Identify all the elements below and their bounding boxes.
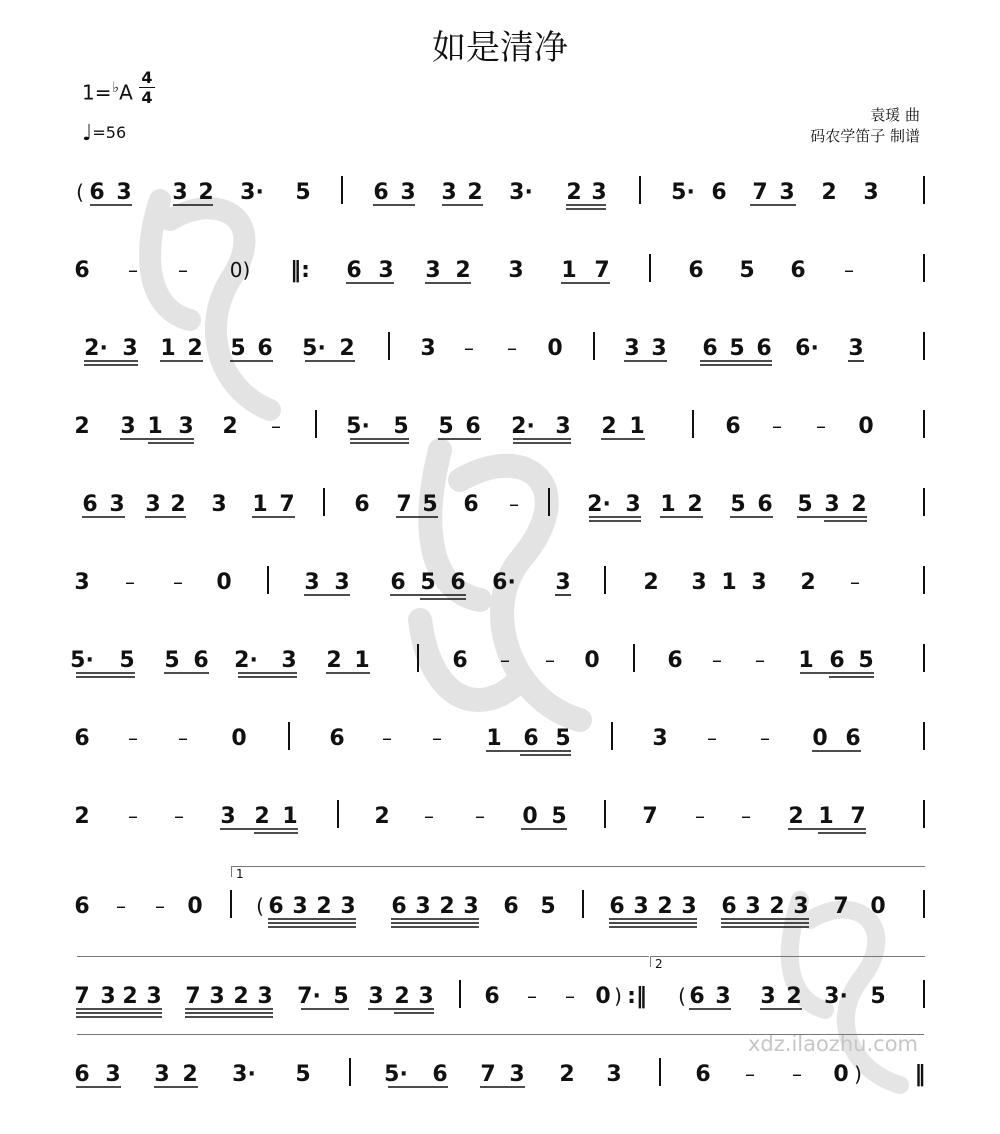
note: 5 [797, 492, 813, 517]
note: 3 [420, 336, 436, 361]
note: 2 [254, 804, 270, 829]
note: 6 [609, 894, 625, 919]
key-prefix: 1= [82, 80, 112, 105]
note: 2 [374, 804, 390, 829]
note: 7 [833, 894, 849, 919]
note: 7 [185, 984, 201, 1009]
time-signature-top: 4 [141, 68, 153, 87]
note: 6 [346, 258, 362, 283]
note: 5· [302, 336, 326, 361]
note: 3 [172, 180, 188, 205]
note: 3 [74, 570, 90, 595]
note: 5 [739, 258, 755, 283]
dash-sustain: – [816, 414, 826, 438]
note: 3 [304, 570, 320, 595]
note: 3· [824, 984, 848, 1009]
note: 3 [652, 726, 668, 751]
note: 0 [595, 984, 611, 1009]
note: 3 [281, 648, 297, 673]
note: 7· [297, 984, 321, 1009]
dash-sustain: – [116, 894, 126, 918]
note: 0 [216, 570, 232, 595]
note: 1 [721, 570, 737, 595]
note: 6 [465, 414, 481, 439]
note: 3 [209, 984, 225, 1009]
note: 3 [122, 336, 138, 361]
note: 2 [394, 984, 410, 1009]
note: 2· [84, 336, 108, 361]
page-title: 如是清净 [432, 28, 568, 68]
note: 3 [824, 492, 840, 517]
note: 2 [821, 180, 837, 205]
note: 3 [334, 570, 350, 595]
note: 1 [818, 804, 834, 829]
dash-sustain: – [432, 726, 442, 750]
note: 6 [257, 336, 273, 361]
note: 3 [555, 414, 571, 439]
note: 3 [848, 336, 864, 361]
note: 2 [455, 258, 471, 283]
flat-symbol: ♭ [112, 80, 120, 96]
note: 2 [74, 804, 90, 829]
note: 3 [625, 492, 641, 517]
note: 1 [147, 414, 163, 439]
tempo-value: =56 [92, 123, 127, 142]
note: 3 [624, 336, 640, 361]
note: 3 [109, 492, 125, 517]
note: 3 [178, 414, 194, 439]
note: 3 [100, 984, 116, 1009]
dash-sustain: – [500, 648, 510, 672]
dash-sustain: – [527, 984, 537, 1008]
note: 5· [384, 1062, 408, 1087]
note: 6 [689, 984, 705, 1009]
dash-sustain: – [128, 804, 138, 828]
note: 5 [730, 492, 746, 517]
note: 6· [795, 336, 819, 361]
dash-sustain: – [545, 648, 555, 672]
note: 2 [687, 492, 703, 517]
note: 3 [418, 984, 434, 1009]
dash-sustain: – [464, 336, 474, 360]
note: 2 [187, 336, 203, 361]
note: 2 [198, 180, 214, 205]
note: 3 [760, 984, 776, 1009]
note: 5 [295, 1062, 311, 1087]
note: 3 [154, 1062, 170, 1087]
note: 6 [523, 726, 539, 751]
note: 1 [486, 726, 502, 751]
note: 2 [559, 1062, 575, 1087]
dash-sustain: – [760, 726, 770, 750]
note: 3 [606, 1062, 622, 1087]
note: 2 [788, 804, 804, 829]
note: 3· [232, 1062, 256, 1087]
note: :‖ [627, 984, 647, 1009]
note: 0 [522, 804, 538, 829]
note: 6 [390, 570, 406, 595]
note: 5 [420, 570, 436, 595]
note: 1 [252, 492, 268, 517]
note: 3 [633, 894, 649, 919]
note: 2 [800, 570, 816, 595]
dash-sustain: – [507, 336, 517, 360]
quarter-note-icon: ♩ [82, 121, 93, 146]
note: 6 [74, 1062, 90, 1087]
note: 6 [503, 894, 519, 919]
note: 3 [145, 492, 161, 517]
note: 3 [509, 1062, 525, 1087]
note: 6· [492, 570, 516, 595]
note: 3· [509, 180, 533, 205]
note: 3 [415, 894, 431, 919]
note: 3 [745, 894, 761, 919]
note: 7 [480, 1062, 496, 1087]
note: 3 [508, 258, 524, 283]
note: 0 [547, 336, 563, 361]
dash-sustain: – [271, 414, 281, 438]
note: 3 [555, 570, 571, 595]
note: 0 [812, 726, 828, 751]
note: 3· [240, 180, 264, 205]
note: 6 [74, 258, 90, 283]
note: 6 [193, 648, 209, 673]
note: 3 [292, 894, 308, 919]
note: 6 [329, 726, 345, 751]
note: 3 [681, 894, 697, 919]
note: 5· [70, 648, 94, 673]
note: 2 [643, 570, 659, 595]
note: 3 [340, 894, 356, 919]
watermark-site: xdz.ilaozhu.com [748, 1032, 919, 1056]
note: ( [76, 180, 84, 204]
dash-sustain: – [850, 570, 860, 594]
note: 3 [120, 414, 136, 439]
dash-sustain: – [772, 414, 782, 438]
note: 7 [396, 492, 412, 517]
dash-sustain: – [155, 894, 165, 918]
note: 6 [74, 894, 90, 919]
note: 0 [833, 1062, 849, 1087]
note: 6 [757, 492, 773, 517]
volta-number: 2 [655, 957, 663, 971]
dash-sustain: – [382, 726, 392, 750]
dash-sustain: – [475, 804, 485, 828]
dash-sustain: – [173, 570, 183, 594]
dash-sustain: – [741, 804, 751, 828]
note: 2 [74, 414, 90, 439]
note: 6 [721, 894, 737, 919]
note: 5 [119, 648, 135, 673]
note: ( [678, 984, 686, 1008]
note: 3 [400, 180, 416, 205]
note: 6 [756, 336, 772, 361]
note: 6 [725, 414, 741, 439]
note: 3 [378, 258, 394, 283]
note: 0 [231, 726, 247, 751]
note: 2 [326, 648, 342, 673]
dash-sustain: – [565, 984, 575, 1008]
note: 3 [863, 180, 879, 205]
note: 6 [463, 492, 479, 517]
note: 5 [422, 492, 438, 517]
note: 0) [229, 258, 251, 282]
note: 3 [651, 336, 667, 361]
note: 2 [316, 894, 332, 919]
note: 0 [584, 648, 600, 673]
note: 2 [786, 984, 802, 1009]
note: 3 [691, 570, 707, 595]
note: 6 [711, 180, 727, 205]
note: 7 [752, 180, 768, 205]
note: 1 [629, 414, 645, 439]
dash-sustain: – [125, 570, 135, 594]
note: 1 [160, 336, 176, 361]
arranger-credit: 码农学笛子 制谱 [810, 127, 920, 145]
note: ) [614, 984, 622, 1008]
note: 6 [373, 180, 389, 205]
note: 3 [591, 180, 607, 205]
dash-sustain: – [128, 258, 138, 282]
dash-sustain: – [755, 648, 765, 672]
note: 5 [551, 804, 567, 829]
note: 7 [279, 492, 295, 517]
note: 5 [164, 648, 180, 673]
note: 5 [555, 726, 571, 751]
note: 6 [354, 492, 370, 517]
note: 7 [594, 258, 610, 283]
dash-sustain: – [792, 1062, 802, 1086]
dash-sustain: – [174, 804, 184, 828]
note: 2· [587, 492, 611, 517]
dash-sustain: – [707, 726, 717, 750]
dash-sustain: – [178, 258, 188, 282]
note: 2 [851, 492, 867, 517]
composer-credit: 袁瑗 曲 [870, 106, 920, 124]
note: 2 [769, 894, 785, 919]
time-signature-bottom: 4 [141, 88, 153, 107]
note: 6 [74, 726, 90, 751]
note: 6 [268, 894, 284, 919]
note: 7 [642, 804, 658, 829]
note: 5· [671, 180, 695, 205]
dash-sustain: – [695, 804, 705, 828]
note: 6 [452, 648, 468, 673]
note: 3 [793, 894, 809, 919]
dash-sustain: – [712, 648, 722, 672]
note: 2 [657, 894, 673, 919]
note: 5 [393, 414, 409, 439]
note: 1 [660, 492, 676, 517]
note: 3 [220, 804, 236, 829]
note: 6 [829, 648, 845, 673]
note: 5 [540, 894, 556, 919]
note: 3 [105, 1062, 121, 1087]
note: 3 [425, 258, 441, 283]
note: 6 [89, 180, 105, 205]
note: 6 [391, 894, 407, 919]
note: 0 [870, 894, 886, 919]
note: 3 [463, 894, 479, 919]
note: 5 [438, 414, 454, 439]
note: 5· [346, 414, 370, 439]
note: 2· [234, 648, 258, 673]
note: 3 [751, 570, 767, 595]
note: 6 [450, 570, 466, 595]
note: 2 [170, 492, 186, 517]
note: 3 [715, 984, 731, 1009]
note: 7 [850, 804, 866, 829]
note: 2 [339, 336, 355, 361]
note: 2 [601, 414, 617, 439]
note: 2 [566, 180, 582, 205]
note: 2 [467, 180, 483, 205]
note: 6 [845, 726, 861, 751]
note: 2 [439, 894, 455, 919]
note: 3 [211, 492, 227, 517]
key-note: A [119, 80, 133, 105]
note: 0 [858, 414, 874, 439]
dash-sustain: – [424, 804, 434, 828]
note: 1 [282, 804, 298, 829]
dash-sustain: – [509, 492, 519, 516]
note: 6 [82, 492, 98, 517]
note: 2 [182, 1062, 198, 1087]
note: 3 [257, 984, 273, 1009]
note: 2 [222, 414, 238, 439]
note: 7 [74, 984, 90, 1009]
dash-sustain: – [745, 1062, 755, 1086]
dash-sustain: – [128, 726, 138, 750]
volta-number: 1 [236, 867, 244, 881]
note: 5 [230, 336, 246, 361]
note: 2 [233, 984, 249, 1009]
note: 6 [695, 1062, 711, 1087]
note: 3 [146, 984, 162, 1009]
dash-sustain: – [178, 726, 188, 750]
note: 2 [122, 984, 138, 1009]
note: 3 [779, 180, 795, 205]
note: 6 [702, 336, 718, 361]
note: 3 [441, 180, 457, 205]
dash-sustain: – [844, 258, 854, 282]
note: 1 [354, 648, 370, 673]
note: 5 [333, 984, 349, 1009]
note: 5 [870, 984, 886, 1009]
note: ‖ [914, 1062, 926, 1087]
note: ‖: [290, 258, 310, 283]
note: ) [854, 1062, 862, 1086]
note: 6 [432, 1062, 448, 1087]
note: 3 [368, 984, 384, 1009]
note: 6 [688, 258, 704, 283]
note: 6 [790, 258, 806, 283]
note: 5 [295, 180, 311, 205]
note: 5 [858, 648, 874, 673]
note: ( [256, 894, 264, 918]
note: 3 [116, 180, 132, 205]
note: 2· [511, 414, 535, 439]
note: 0 [187, 894, 203, 919]
note: 1 [561, 258, 577, 283]
note: 1 [798, 648, 814, 673]
note: 6 [667, 648, 683, 673]
note: 5 [729, 336, 745, 361]
note: 6 [484, 984, 500, 1009]
